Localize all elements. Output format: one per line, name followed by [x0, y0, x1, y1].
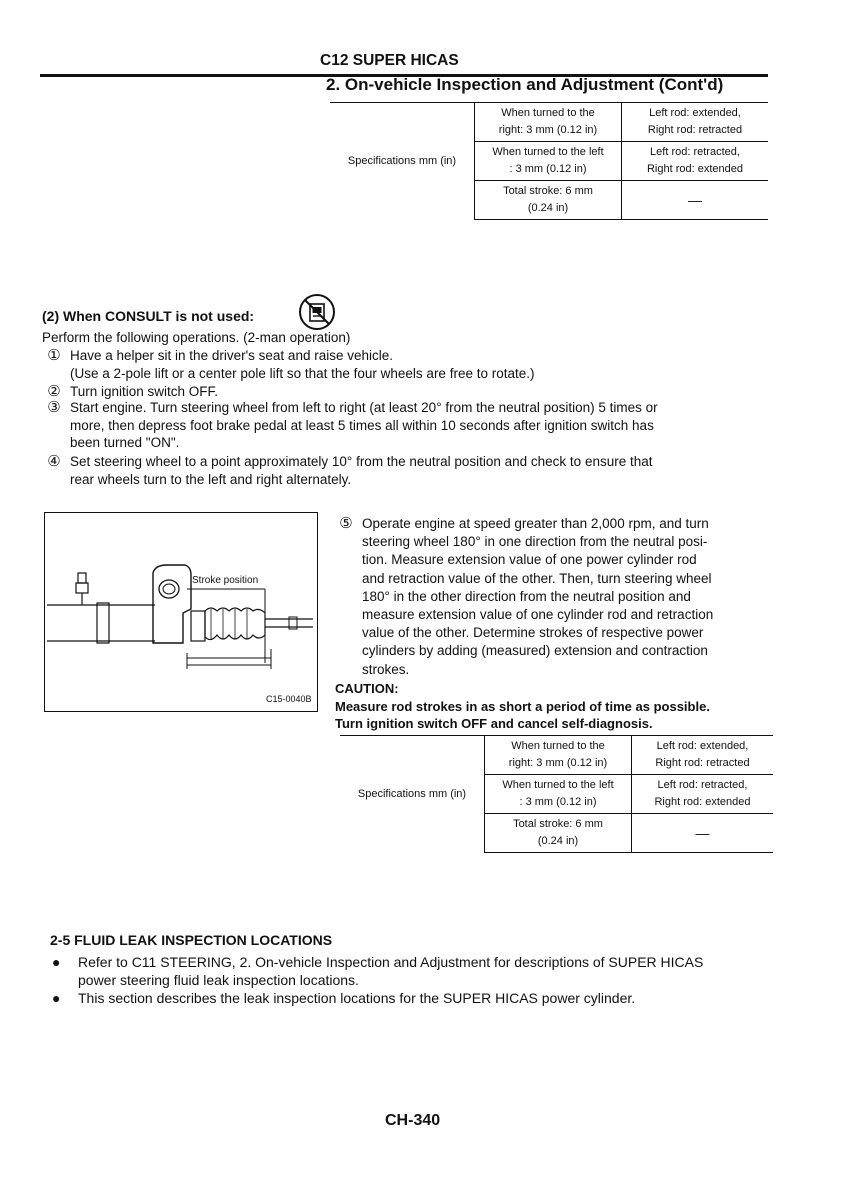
power-cylinder-figure — [44, 512, 318, 712]
spec-cell: Left rod: retracted, Right rod: extended — [622, 142, 769, 181]
spec-cell: Total stroke: 6 mm (0.24 in) — [475, 181, 622, 220]
step-5: ⑤ Operate engine at speed greater than 2,000 rpm, and turn steering wheel 180° in one direction from the neutral posi- tion. Measure extension value of one power cylinder rod and retraction value of the other. Then, turn steering wheel 180° in the other direction from the neutral position and measure extension value of one cylinder rod and retraction value of the other. Determine strokes of respective power cylinders by adding (measured) extension and contraction strokes. — [362, 515, 774, 679]
caution-line: Turn ignition switch OFF and cancel self-diagnosis. — [335, 716, 653, 731]
list-item: This section describes the leak inspection locations for the SUPER HICAS power cylinder. — [78, 990, 636, 1006]
spec-cell: — — [632, 814, 774, 853]
spec-cell: When turned to the right: 3 mm (0.12 in) — [475, 103, 622, 142]
spec-table-label: Specifications mm (in) — [330, 103, 475, 220]
caution-label: CAUTION: — [335, 681, 399, 696]
page-subtitle: 2. On-vehicle Inspection and Adjustment (Cont'd) — [326, 75, 724, 94]
spec-cell: Left rod: extended, Right rod: retracted — [632, 736, 774, 775]
step-number: ② — [47, 383, 61, 400]
spec-table-label: Specifications mm (in) — [340, 736, 485, 853]
step-number: ④ — [47, 453, 61, 470]
list-item: Refer to C11 STEERING, 2. On-vehicle Inspection and Adjustment for descriptions of SUPER HICAS power steering fluid leak inspection locations. — [78, 954, 704, 988]
spec-table-bottom — [340, 735, 773, 853]
step-number: ⑤ — [339, 515, 353, 532]
bullet-dot: ● — [52, 990, 61, 1006]
fluid-leak-heading: 2-5 FLUID LEAK INSPECTION LOCATIONS — [50, 932, 333, 948]
step-3: ③ Start engine. Turn steering wheel from left to right (at least 20° from the neutral position) 5 times or more, then depress foot brake pedal at least 5 times all within 10 seconds after ignition switch has been turned "ON". — [70, 399, 658, 452]
figure-label: Stroke position — [192, 575, 259, 586]
bullet-dot: ● — [52, 954, 61, 970]
step-number: ③ — [47, 399, 61, 416]
consult-heading: (2) When CONSULT is not used: — [42, 308, 255, 324]
spec-cell: Left rod: retracted, Right rod: extended — [632, 775, 774, 814]
step-2: ② Turn ignition switch OFF. — [70, 383, 218, 401]
page-number: CH-340 — [385, 1112, 441, 1129]
spec-cell: When turned to the right: 3 mm (0.12 in) — [485, 736, 632, 775]
spec-cell: Left rod: extended, Right rod: retracted — [622, 103, 769, 142]
caution-line: Measure rod strokes in as short a period of time as possible. — [335, 698, 710, 714]
step-number: ① — [47, 347, 61, 364]
step-1: ① Have a helper sit in the driver's seat and raise vehicle. (Use a 2-pole lift or a center pole lift so that the four wheels are free to rotate.) — [70, 347, 534, 382]
figure-code: C15-0040B — [266, 694, 312, 704]
step-4: ④ Set steering wheel to a point approximately 10° from the neutral position and check to ensure that rear wheels turn to the left and right alternately. — [70, 453, 653, 488]
spec-cell: Total stroke: 6 mm (0.24 in) — [485, 814, 632, 853]
spec-table-top — [330, 102, 768, 220]
caution-block — [335, 680, 710, 733]
consult-intro: Perform the following operations. (2-man operation) — [42, 330, 351, 345]
spec-cell: When turned to the left : 3 mm (0.12 in) — [475, 142, 622, 181]
spec-cell: — — [622, 181, 769, 220]
no-consult-icon — [297, 292, 337, 332]
power-cylinder-illustration — [45, 513, 317, 711]
spec-cell: When turned to the left : 3 mm (0.12 in) — [485, 775, 632, 814]
section-title: C12 SUPER HICAS — [320, 52, 459, 69]
